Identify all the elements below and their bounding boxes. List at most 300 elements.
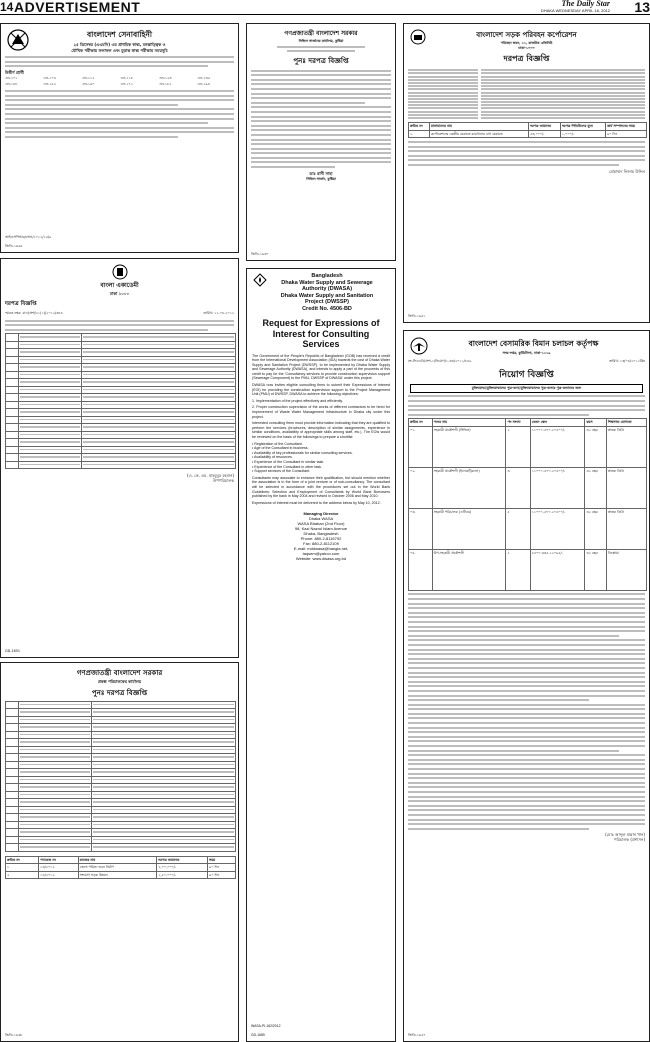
- academy-signature: (এ. কে. এম. মাহবুবুর রহমান): [187, 473, 234, 479]
- lged-info-index: [6, 844, 19, 852]
- lged-info-field: [19, 791, 92, 799]
- kushtia-notice-title: পুনঃ দরপত্র বিজ্ঞপ্তি: [293, 56, 349, 65]
- brtc-info-row: [408, 79, 645, 81]
- academy-cell-field: [19, 409, 82, 417]
- kushtia-signature-title: সিভিল সার্জন, কুষ্টিয়া: [306, 176, 336, 181]
- lged-package-table: [5, 856, 236, 880]
- lged-info-field: [19, 754, 92, 762]
- brtc-notice-title: দরপত্র বিজ্ঞপ্তি: [503, 54, 550, 64]
- dwasa-headline-3: Services: [302, 339, 340, 349]
- lged-info-index: [6, 836, 19, 844]
- dwasa-code-left: WASA-PI-162/2012: [251, 1024, 281, 1029]
- dwasa-email-2: taqsem@yahoo.com: [302, 551, 340, 557]
- academy-table-row: [6, 356, 236, 364]
- brtc-info-row: [408, 114, 645, 116]
- academy-table-row: [6, 461, 236, 469]
- academy-cell-value: [82, 364, 236, 372]
- brtc-table-header: দরপত্র শিডিউলের মূল্য: [560, 123, 605, 131]
- caab-table-cell: ৩২ বছর: [585, 508, 606, 549]
- lged-table-header: কাজের নাম: [78, 856, 157, 864]
- lged-info-field: [19, 739, 92, 747]
- dwasa-sign-5: Dhaka, Bangladesh: [303, 531, 339, 537]
- brtc-table-cell: কর্পোরেশনের কেন্দ্রীয় মেরামত কারখানার বাস মেরামত: [429, 130, 528, 138]
- lged-info-index: [6, 806, 19, 814]
- brtc-info-list: [404, 69, 649, 119]
- lged-info-field: [19, 844, 92, 852]
- brtc-table-cell: ৯০ দিন: [605, 130, 646, 138]
- lged-info-value: [92, 739, 236, 747]
- dwasa-headline-2: Interest for Consulting: [272, 328, 370, 339]
- army-footer-code: জিডি-১৬৬৫: [5, 244, 23, 249]
- academy-cell-index: [6, 454, 19, 462]
- academy-table-row: [6, 409, 236, 417]
- lged-info-row: [6, 776, 236, 784]
- lged-table-cell: ২,০০,০০০/-: [157, 864, 208, 872]
- academy-title: বাংলা একাডেমী: [100, 282, 139, 289]
- caab-date: তারিখ: ১৩/০৪/২০১২খ্রিঃ: [608, 358, 645, 363]
- brtc-info-row: [408, 95, 645, 97]
- dwasa-paragraph-2: DWASA now invites eligible consulting firms to submit their Expressions of Interest (EOI) for providing the construction supervision support to the Project Management Unit (PMU) of DWSSP, DWASA to achieve the following objectives:: [252, 383, 390, 397]
- dwasa-criterion: • Availability of resources.: [252, 455, 293, 460]
- dwasa-criterion: • Availability of key professionals for similar consulting services.: [252, 450, 353, 455]
- newspaper-name: The Daily Star: [561, 0, 610, 8]
- lged-info-value: [92, 799, 236, 807]
- brtc-info-row: [408, 92, 645, 94]
- caab-table-cell: ১১০০০-৫৭০-২০৫০০/-: [530, 426, 585, 467]
- academy-cell-value: [82, 349, 236, 357]
- academy-cell-index: [6, 446, 19, 454]
- army-advertisement: [0, 23, 239, 253]
- dwasa-website: Website: www.dwasa.org.bd: [295, 556, 347, 562]
- academy-table-row: [6, 364, 236, 372]
- academy-cell-index: [6, 371, 19, 379]
- brtc-info-row: [408, 98, 645, 100]
- lged-info-row: [6, 829, 236, 837]
- academy-cell-value: [82, 401, 236, 409]
- caab-table-cell: ১১০০০-৫৭০-২০৫০০/-: [530, 467, 585, 508]
- caab-posts-table: [408, 418, 647, 591]
- lged-info-index: [6, 724, 19, 732]
- kushtia-body-text: [247, 70, 395, 168]
- army-passed-heading: উত্তীর্ণ প্রার্থী: [5, 69, 24, 75]
- dwasa-org-3: Authority (DWASA): [301, 286, 353, 292]
- lged-info-field: [19, 821, 92, 829]
- caab-table-cell: ডিপ্লোমা: [606, 549, 646, 590]
- lged-info-field: [19, 829, 92, 837]
- brtc-terms-text: [404, 141, 649, 166]
- brtc-code: জিডি-১৬৪১: [408, 314, 426, 319]
- lged-table-header: প্যাকেজ নং: [39, 856, 78, 864]
- army-candidate-number: এন-১৯৪: [197, 81, 210, 86]
- academy-cell-field: [19, 394, 82, 402]
- caab-reference: নং-সিএএবি/প্রশা-১/নিয়োগ/১-৩৩/২০১১/৮৪৯: [408, 358, 472, 363]
- lged-subtitle: প্রকল্প পরিচালকের কার্যালয়: [97, 679, 142, 684]
- brtc-table-cell: ১,০০০/-: [560, 130, 605, 138]
- caab-table-header: পদ সংখ্যা: [506, 419, 530, 427]
- page-number: 13: [634, 0, 650, 15]
- dwasa-phone: Phone: 880-2-8116792: [300, 536, 342, 542]
- kushtia-advertisement: [246, 23, 396, 261]
- dwasa-objective-1: 1. Implementation of the project effectively and efficiently.: [252, 398, 343, 403]
- lged-info-field: [19, 836, 92, 844]
- lged-notice-title: পুনঃ দরপত্র বিজ্ঞপ্তি: [91, 688, 148, 697]
- academy-cell-field: [19, 454, 82, 462]
- caab-advertisement: [403, 330, 650, 1042]
- brtc-signature: মোহাম্মদ নিজাম উদ্দিন: [609, 168, 645, 174]
- academy-signature-title: উপপরিচালক: [213, 478, 234, 484]
- lged-info-field: [19, 709, 92, 717]
- lged-info-index: [6, 776, 19, 784]
- brtc-info-row: [408, 117, 645, 119]
- brtc-info-row: [408, 104, 645, 106]
- caab-table-cell: ৩২ বছর: [585, 467, 606, 508]
- lged-info-value: [92, 776, 236, 784]
- lged-info-value: [92, 724, 236, 732]
- lged-info-field: [19, 731, 92, 739]
- lged-info-value: [92, 791, 236, 799]
- caab-table-cell: ৫: [506, 508, 530, 549]
- lged-info-index: [6, 731, 19, 739]
- lged-info-value: [92, 814, 236, 822]
- caab-table-cell: উপ-সহকারী প্রকৌশলী: [432, 549, 506, 590]
- lged-code: জিডি-১৬৩৮: [5, 1033, 23, 1038]
- academy-cell-index: [6, 401, 19, 409]
- brtc-logo-icon: [410, 29, 426, 45]
- lged-table-cell: ১৪/২০১২: [39, 871, 78, 879]
- brtc-info-row: [408, 82, 645, 84]
- lged-info-value: [92, 761, 236, 769]
- caab-table-cell: ২: [506, 549, 530, 590]
- lged-info-field: [19, 716, 92, 724]
- academy-notice-title: দরপত্র বিজ্ঞপ্তি: [5, 300, 37, 307]
- lged-table-cell: ১৩/২০১২: [39, 864, 78, 872]
- lged-info-index: [6, 701, 19, 709]
- lged-info-row: [6, 799, 236, 807]
- caab-table-cell: স্নাতক ডিগ্রি: [606, 426, 646, 467]
- lged-info-row: [6, 844, 236, 852]
- army-subtitle-2: মৌখিক পরীক্ষায় ফলাফল এবং চূড়ান্ত স্বাস্থ্য পরীক্ষার সময়সূচি: [71, 47, 168, 53]
- lged-info-value: [92, 821, 236, 829]
- academy-table-row: [6, 431, 236, 439]
- lged-advertisement: [0, 662, 239, 1042]
- kushtia-title: গণপ্রজাতন্ত্রী বাংলাদেশ সরকার: [284, 30, 358, 37]
- brtc-info-row: [408, 88, 645, 90]
- lged-info-row: [6, 784, 236, 792]
- army-candidate-number: এন-১৮২: [159, 81, 172, 86]
- lged-info-row: [6, 724, 236, 732]
- academy-info-table: [5, 333, 236, 469]
- dwasa-criteria-list: [252, 442, 390, 474]
- dwasa-credit: Credit No. 4506-BD: [302, 305, 352, 312]
- academy-cell-value: [82, 461, 236, 469]
- brtc-title: বাংলাদেশ সড়ক পরিবহন কর্পোরেশন: [476, 31, 577, 39]
- academy-cell-field: [19, 379, 82, 387]
- caab-table-cell: ২: [506, 426, 530, 467]
- dwasa-sign-3: WASA Bhaban (2nd Floor): [297, 521, 345, 527]
- dwasa-sign-2: Dhaka WASA: [308, 516, 334, 522]
- brtc-table-header: ক্রমিক নং: [409, 123, 430, 131]
- dwasa-org-4: Dhaka Water Supply and Sanitation: [280, 292, 374, 299]
- army-footer-ref: আইএসপিআর/সেনা/২০১২/১৫/৯: [5, 235, 52, 240]
- academy-cell-value: [82, 454, 236, 462]
- academy-cell-value: [82, 416, 236, 424]
- lged-table-cell: সংযোগ সড়ক উন্নয়ন: [78, 871, 157, 879]
- lged-table-cell: ২: [6, 871, 39, 879]
- section-title: ADVERTISEMENT: [14, 0, 141, 15]
- academy-table-row: [6, 386, 236, 394]
- academy-subtitle: ঢাকা ১০০০: [109, 291, 130, 296]
- lged-info-value: [92, 784, 236, 792]
- brtc-table-cell: ৫৩,০০০/-: [528, 130, 560, 138]
- caab-subtitle: সদর দপ্তর, কুর্মিটোলা, ঢাকা-১২২৯: [502, 351, 551, 355]
- caab-table-cell: ৩: [506, 467, 530, 508]
- lged-info-value: [92, 844, 236, 852]
- lged-info-index: [6, 761, 19, 769]
- caab-table-row: [409, 508, 647, 549]
- lged-table-cell: ৯০ দিন: [208, 864, 236, 872]
- caab-table-header: বয়স: [585, 419, 606, 427]
- dwasa-email: E-mail: mddwasa@bangla.net,: [293, 546, 349, 552]
- caab-conditions-text: [404, 593, 649, 829]
- academy-memo: স্মারক নম্বর: বাএ/প্রশা/২১(১)/২০১২/৩৪৪: [5, 310, 63, 315]
- lged-info-value: [92, 731, 236, 739]
- lged-info-row: [6, 761, 236, 769]
- lged-info-index: [6, 791, 19, 799]
- lged-info-value: [92, 746, 236, 754]
- dwasa-sign-4: 98, Kazi Nazrul Islam Avenue: [294, 526, 348, 532]
- army-candidate-number: এন-১২৩: [159, 76, 172, 81]
- academy-cell-index: [6, 341, 19, 349]
- academy-cell-field: [19, 349, 82, 357]
- academy-code: GD-1651: [5, 649, 21, 654]
- lged-info-row: [6, 821, 236, 829]
- caab-table-cell: সহকারী প্রকৌশলী (সিভিল): [432, 426, 506, 467]
- brtc-tender-table: [408, 122, 647, 138]
- academy-table-row: [6, 454, 236, 462]
- lged-info-field: [19, 746, 92, 754]
- academy-logo-icon: [112, 264, 128, 280]
- army-candidate-number: এন-১৬০: [82, 81, 95, 86]
- army-title: বাংলাদেশ সেনাবাহিনী: [86, 30, 153, 39]
- army-body-text: [1, 56, 238, 67]
- academy-cell-index: [6, 386, 19, 394]
- dwasa-code-right: GD-1689: [251, 1033, 265, 1038]
- lged-info-row: [6, 806, 236, 814]
- army-subtitle-1: ২৫ ডিসেম্বর (এএমসি) এর প্রাথমিক স্বাস্থ্য, মনস্তাত্ত্বিক ও: [73, 42, 166, 47]
- army-candidate-number: এন-১১৮: [120, 76, 133, 81]
- lged-info-value: [92, 769, 236, 777]
- brtc-info-row: [408, 72, 645, 74]
- lged-info-row: [6, 716, 236, 724]
- academy-cell-field: [19, 439, 82, 447]
- academy-cell-value: [82, 379, 236, 387]
- lged-title: গণপ্রজাতন্ত্রী বাংলাদেশ সরকার: [76, 669, 163, 677]
- caab-table-header: পদের নাম: [432, 419, 506, 427]
- lged-info-table: [5, 701, 236, 852]
- caab-signature: (মোঃ আব্দুল মান্নান খান): [605, 832, 645, 838]
- lged-info-field: [19, 724, 92, 732]
- caab-table-cell: সহকারী পরিচালক (এটিএম): [432, 508, 506, 549]
- caab-intro-text: [404, 395, 649, 415]
- brtc-city: ঢাকা-১০০০: [518, 45, 535, 50]
- lged-info-row: [6, 731, 236, 739]
- lged-info-row: [6, 701, 236, 709]
- academy-cell-index: [6, 461, 19, 469]
- academy-cell-field: [19, 371, 82, 379]
- academy-table-row: [6, 401, 236, 409]
- lged-info-field: [19, 776, 92, 784]
- caab-table-cell: স্নাতক ডিগ্রি: [606, 467, 646, 508]
- lged-info-index: [6, 799, 19, 807]
- academy-cell-field: [19, 386, 82, 394]
- lged-info-index: [6, 746, 19, 754]
- caab-table-header: ক্রমিক নং: [409, 419, 433, 427]
- lged-info-value: [92, 806, 236, 814]
- academy-cell-index: [6, 334, 19, 342]
- academy-cell-field: [19, 401, 82, 409]
- academy-table-row: [6, 379, 236, 387]
- academy-cell-value: [82, 431, 236, 439]
- lged-info-value: [92, 829, 236, 837]
- lged-table-header: দরপত্র জামানত: [157, 856, 208, 864]
- page-header: [0, 0, 650, 15]
- academy-cell-field: [19, 416, 82, 424]
- academy-cell-value: [82, 446, 236, 454]
- academy-table-row: [6, 349, 236, 357]
- academy-cell-value: [82, 409, 236, 417]
- lged-table-row: [6, 871, 236, 879]
- caab-banner: মুক্তিযোদ্ধা/মুক্তিযোদ্ধাদের পুত্র-কন্যা/মুক্তিযোদ্ধাদের পুত্র-কন্যার পুত্র-কন্যাদের জন্য: [410, 384, 643, 393]
- academy-cell-index: [6, 349, 19, 357]
- academy-cell-field: [19, 334, 82, 342]
- lged-info-row: [6, 739, 236, 747]
- lged-table-cell: ১: [6, 864, 39, 872]
- dwasa-org-1: Bangladesh: [311, 273, 343, 279]
- lged-info-field: [19, 784, 92, 792]
- army-candidate-number: এন-১০১: [5, 76, 18, 81]
- lged-info-row: [6, 746, 236, 754]
- academy-table-row: [6, 446, 236, 454]
- lged-info-index: [6, 716, 19, 724]
- academy-cell-value: [82, 424, 236, 432]
- caab-table-row: [409, 549, 647, 590]
- brtc-table-header: কার্য সম্পাদনের সময়: [605, 123, 646, 131]
- dwasa-criterion: • Age of the Consultant in business.: [252, 446, 309, 451]
- brtc-info-row: [408, 76, 645, 78]
- army-candidate-number: এন-১৫২: [43, 81, 56, 86]
- kushtia-header-lines: [247, 46, 395, 52]
- caab-table-header: শিক্ষাগত যোগ্যতা: [606, 419, 646, 427]
- brtc-address: পরিবহন ভবন, ২১, রাজউক এভিনিউ: [500, 41, 553, 45]
- dwasa-objective-2: 2. Proper construction supervision of the works of different contractors to be hired for improvement of Waste Water Management infrastructure in Dhaka city under this project.: [252, 405, 390, 419]
- brtc-info-row: [408, 107, 645, 109]
- dwasa-fax: Fax: 880-2-8112109: [303, 541, 339, 547]
- academy-body-text: [1, 320, 238, 331]
- lged-info-field: [19, 761, 92, 769]
- army-candidate-number: এন-১৩৫: [197, 76, 210, 81]
- dwasa-org-5: Project (DWSSP): [304, 299, 349, 305]
- lged-table-header: সময়: [208, 856, 236, 864]
- academy-cell-index: [6, 431, 19, 439]
- academy-table-row: [6, 341, 236, 349]
- academy-advertisement: [0, 258, 239, 658]
- army-grid-placeholder: [1, 90, 238, 138]
- academy-table-row: [6, 371, 236, 379]
- academy-cell-value: [82, 394, 236, 402]
- kushtia-signature: ডাঃ রানী সাহা: [309, 171, 333, 177]
- academy-table-row: [6, 394, 236, 402]
- brtc-info-row: [408, 111, 645, 113]
- dwasa-paragraph-5: Expressions of Interest must be delivered to the address below by May 10, 2012.: [252, 500, 381, 505]
- academy-cell-index: [6, 364, 19, 372]
- caab-table-cell: ১১০০০-৫৭০-২০৫০০/-: [530, 508, 585, 549]
- dateline: DHAKA WEDNESDAY APRIL 18, 2012: [540, 8, 610, 13]
- dwasa-paragraph-1: The Government of the People's Republic of Bangladesh (GOB) has received a credit from the International Development Association (IDA) towards the cost of Dhaka Water Supply and Sanitation Project (DWSSP), to be implemented by Dhaka Water Supply and Sewerage Authority (DWASA), and intends to apply a part of the proceeds of this credit to pay for the 'Consultancy services to provide construction supervision support (Sewerage Component) to the PMU, DWSSP of DWASA' under this project.: [252, 353, 390, 381]
- lged-info-field: [19, 806, 92, 814]
- lged-info-index: [6, 754, 19, 762]
- kushtia-office: সিভিল সার্জনের কার্যালয়, কুষ্টিয়া: [298, 39, 344, 43]
- academy-cell-field: [19, 341, 82, 349]
- lged-info-value: [92, 836, 236, 844]
- lged-info-index: [6, 829, 19, 837]
- caab-title: বাংলাদেশ বেসামরিক বিমান চলাচল কর্তৃপক্ষ: [468, 339, 599, 348]
- dwasa-headline-1: Request for Expressions of: [262, 318, 380, 328]
- page-prefix: 14: [0, 0, 14, 14]
- caab-table-row: [409, 426, 647, 467]
- academy-cell-field: [19, 461, 82, 469]
- lged-info-value: [92, 709, 236, 717]
- dwasa-criterion: • Registration of the Consultant.: [252, 441, 303, 446]
- academy-cell-field: [19, 431, 82, 439]
- lged-table-cell: জেলা পরিষদ ভবন নির্মাণ: [78, 864, 157, 872]
- caab-signature-title: পরিচালক (প্রশাসন): [613, 837, 645, 843]
- academy-cell-field: [19, 424, 82, 432]
- academy-cell-value: [82, 341, 236, 349]
- lged-info-index: [6, 709, 19, 717]
- lged-info-row: [6, 836, 236, 844]
- dwasa-paragraph-4: Consultants may associate to enhance their qualification, but should mention whether the association is in the form of a joint venture or of sub-consultancy. The consultant will be selected in accordance with the procedures set out in the World Bank Guidelines: Selection and Employment of Consultants by World Bank Borrowers published by the bank in May 2004 and revised in October 2006 and May 2010.: [252, 475, 390, 499]
- caab-table-header: বেতন স্কেল: [530, 419, 585, 427]
- caab-table-cell: ০৩.: [409, 508, 433, 549]
- caab-table-cell: সহকারী প্রকৌশলী (ইলেকট্রিক্যাল): [432, 467, 506, 508]
- academy-date: তারিখ: ১২.০৪.২০১২: [203, 310, 234, 315]
- dwasa-advertisement: [246, 268, 396, 1042]
- brtc-table-cell: ১.: [409, 130, 430, 138]
- army-crest-icon: [7, 29, 29, 51]
- lged-table-cell: ৯০ দিন: [208, 871, 236, 879]
- caab-table-cell: ০৪.: [409, 549, 433, 590]
- academy-cell-field: [19, 356, 82, 364]
- academy-cell-index: [6, 409, 19, 417]
- caab-table-cell: স্নাতক ডিগ্রি: [606, 508, 646, 549]
- academy-table-row: [6, 424, 236, 432]
- brtc-info-row: [408, 85, 645, 87]
- academy-cell-value: [82, 356, 236, 364]
- academy-cell-value: [82, 334, 236, 342]
- academy-table-row: [6, 439, 236, 447]
- lged-info-field: [19, 814, 92, 822]
- lged-table-header: ক্রমিক নং: [6, 856, 39, 864]
- brtc-info-row: [408, 101, 645, 103]
- lged-table-row: [6, 864, 236, 872]
- lged-info-index: [6, 814, 19, 822]
- academy-table-row: [6, 334, 236, 342]
- army-candidate-number: এন-১১২: [82, 76, 95, 81]
- dwasa-sign-1: Managing Director: [303, 511, 339, 517]
- lged-info-index: [6, 739, 19, 747]
- lged-info-field: [19, 799, 92, 807]
- academy-cell-value: [82, 386, 236, 394]
